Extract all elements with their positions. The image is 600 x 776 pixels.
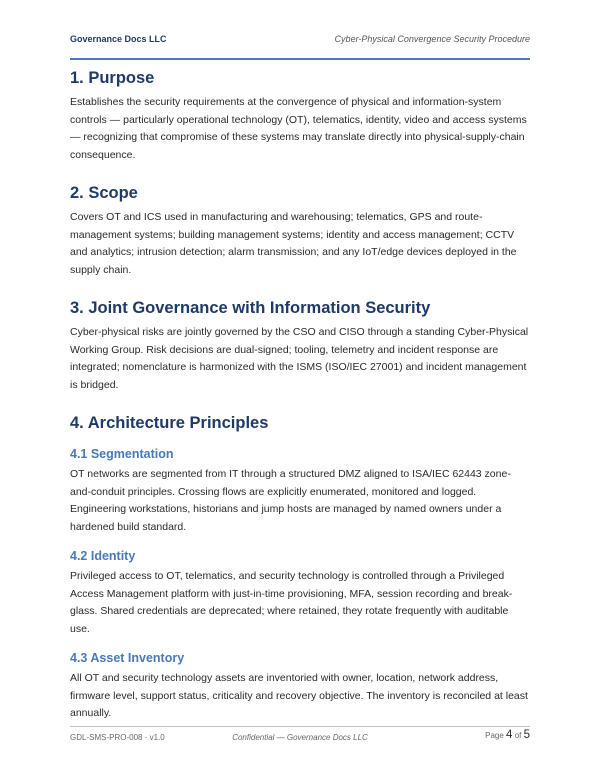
footer-page-of: of: [514, 731, 522, 740]
header-company: Governance Docs LLC: [70, 34, 167, 44]
section-purpose: [70, 66, 530, 164]
subsection-identity: [70, 547, 530, 638]
subsection-body-segmentation: OT networks are segmented from IT through a structured DMZ aligned to ISA/IEC 62443 zone-and-conduit principles. Crossing flows are explicitly enumerated, monitored and logged. Engineering workstations, historians and jump hosts are managed by named owners under a hardened build standard.: [70, 468, 511, 533]
subsection-body-identity: Privileged access to OT, telematics, and security technology is controlled through a Privileged Access Management platform with just-in-time provisioning, MFA, session recording and break-glass. Shared credentials are deprecated; where retained, they rotate frequently with auditable use.: [70, 570, 513, 635]
subsection-body-asset-inventory: All OT and security technology assets are inventoried with owner, location, network address, firmware level, support status, criticality and recovery objective. The inventory is reconciled at least annually.: [70, 672, 528, 719]
footer-page-label: Page: [485, 731, 504, 740]
document-body: [70, 66, 530, 723]
header-doc-title: Cyber-Physical Convergence Security Procedure: [334, 34, 530, 44]
section-body-scope: Covers OT and ICS used in manufacturing and warehousing; telematics, GPS and route-management systems; building management systems; identity and access management; CCTV and analytics; intrusion detection; alarm transmission; and any IoT/edge devices deployed in the supply chain.: [70, 211, 517, 276]
section-scope: [70, 181, 530, 279]
section-body-joint-governance: Cyber-physical risks are jointly governed by the CSO and CISO through a standing Cyber-Physical Working Group. Risk decisions are dual-signed; tooling, telemetry and incident response are integrated; nomenclature is harmonized with the ISMS (ISO/IEC 27001) and incident management is bridged.: [70, 326, 529, 391]
footer-page-number: [485, 729, 530, 741]
section-architecture: [70, 411, 530, 723]
section-heading-purpose: 1. Purpose: [70, 69, 155, 87]
subsection-heading-identity: 4.2 Identity: [70, 549, 136, 563]
section-body-purpose: Establishes the security requirements at the convergence of physical and information-system controls — particularly operational technology (OT), telematics, identity, video and access systems — recognizing that compromise of these systems may translate directly into physical-supply-chain consequence.: [70, 96, 527, 161]
section-heading-architecture: 4. Architecture Principles: [70, 414, 269, 432]
section-heading-joint-governance: 3. Joint Governance with Information Security: [70, 299, 431, 317]
footer-doc-id: GDL-SMS-PRO-008 · v1.0: [70, 733, 165, 742]
footer-confidentiality: Confidential — Governance Docs LLC: [232, 733, 368, 742]
section-heading-scope: 2. Scope: [70, 184, 138, 202]
footer-page-total: 5: [523, 729, 530, 741]
section-joint-governance: [70, 296, 530, 394]
subsection-asset-inventory: [70, 649, 530, 723]
page-header: [70, 34, 530, 60]
subsection-heading-asset-inventory: 4.3 Asset Inventory: [70, 651, 185, 665]
page-footer: [70, 726, 530, 751]
subsection-segmentation: [70, 445, 530, 536]
footer-page-current: 4: [506, 729, 513, 741]
subsection-heading-segmentation: 4.1 Segmentation: [70, 447, 174, 461]
